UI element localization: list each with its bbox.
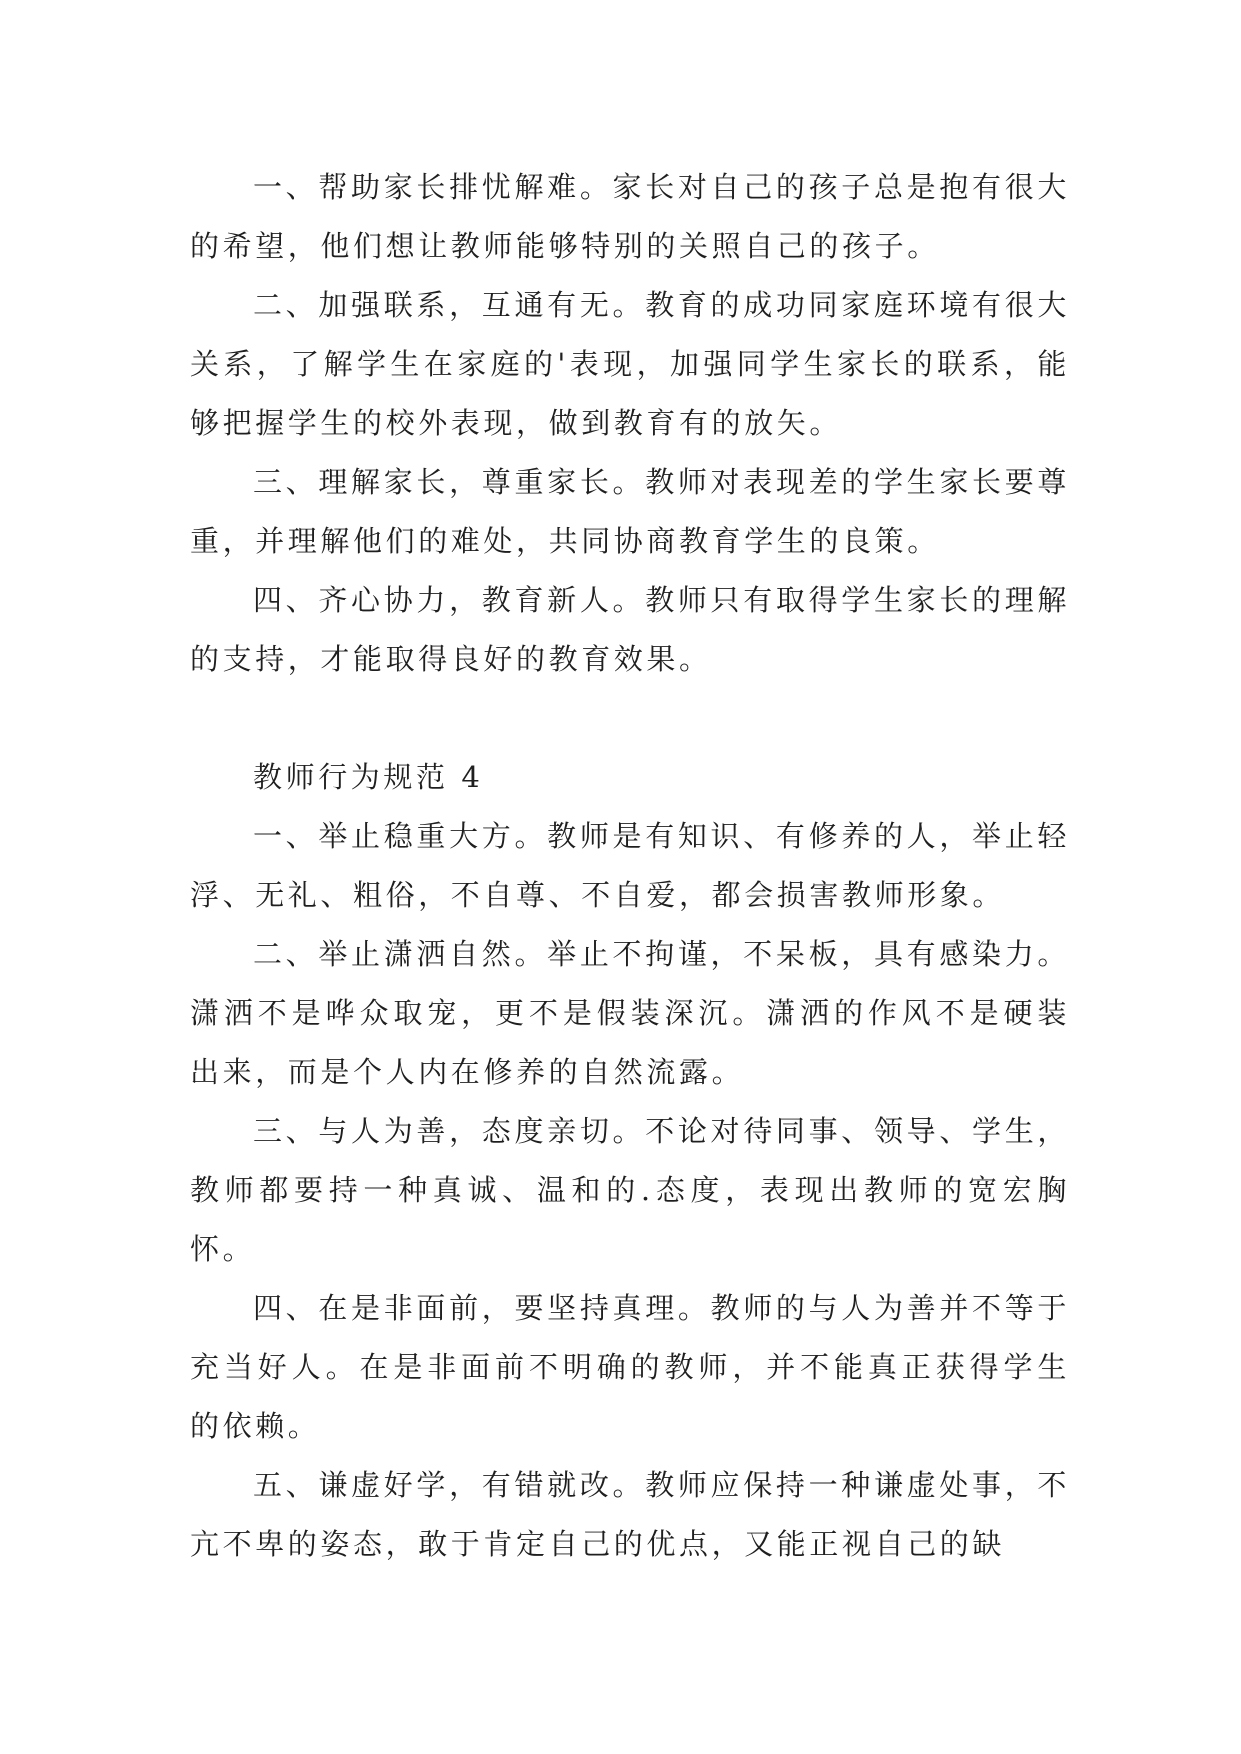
section-heading: 教师行为规范 4 xyxy=(253,760,484,794)
paragraph: 三、理解家长，尊重家长。教师对表现差的学生家长要尊重，并理解他们的难处，共同协商教育学生的良策。 xyxy=(190,465,1070,558)
paragraph: 三、与人为善，态度亲切。不论对待同事、领导、学生，教师都要持一种真诚、温和的.态度，表现出教师的宽宏胸怀。 xyxy=(190,1114,1070,1266)
paragraph: 四、在是非面前，要坚持真理。教师的与人为善并不等于充当好人。在是非面前不明确的教师，并不能真正获得学生的依赖。 xyxy=(190,1291,1070,1443)
section-spacer xyxy=(190,689,1070,748)
document-body xyxy=(190,158,1070,1574)
paragraph: 四、齐心协力，教育新人。教师只有取得学生家长的理解的支持，才能取得良好的教育效果。 xyxy=(190,583,1070,676)
paragraph: 一、举止稳重大方。教师是有知识、有修养的人，举止轻浮、无礼、粗俗，不自尊、不自爱，都会损害教师形象。 xyxy=(190,819,1070,912)
paragraph: 一、帮助家长排忧解难。家长对自己的孩子总是抱有很大的希望，他们想让教师能够特别的关照自己的孩子。 xyxy=(190,170,1070,263)
paragraph: 二、加强联系，互通有无。教育的成功同家庭环境有很大关系，了解学生在家庭的'表现，加强同学生家长的联系，能够把握学生的校外表现，做到教育有的放矢。 xyxy=(190,288,1070,440)
paragraph: 五、谦虚好学，有错就改。教师应保持一种谦虚处事，不亢不卑的姿态，敢于肯定自己的优点，又能正视自己的缺 xyxy=(190,1468,1070,1561)
paragraph: 二、举止潇洒自然。举止不拘谨，不呆板，具有感染力。潇洒不是哗众取宠，更不是假装深沉。潇洒的作风不是硬装出来，而是个人内在修养的自然流露。 xyxy=(190,937,1070,1089)
